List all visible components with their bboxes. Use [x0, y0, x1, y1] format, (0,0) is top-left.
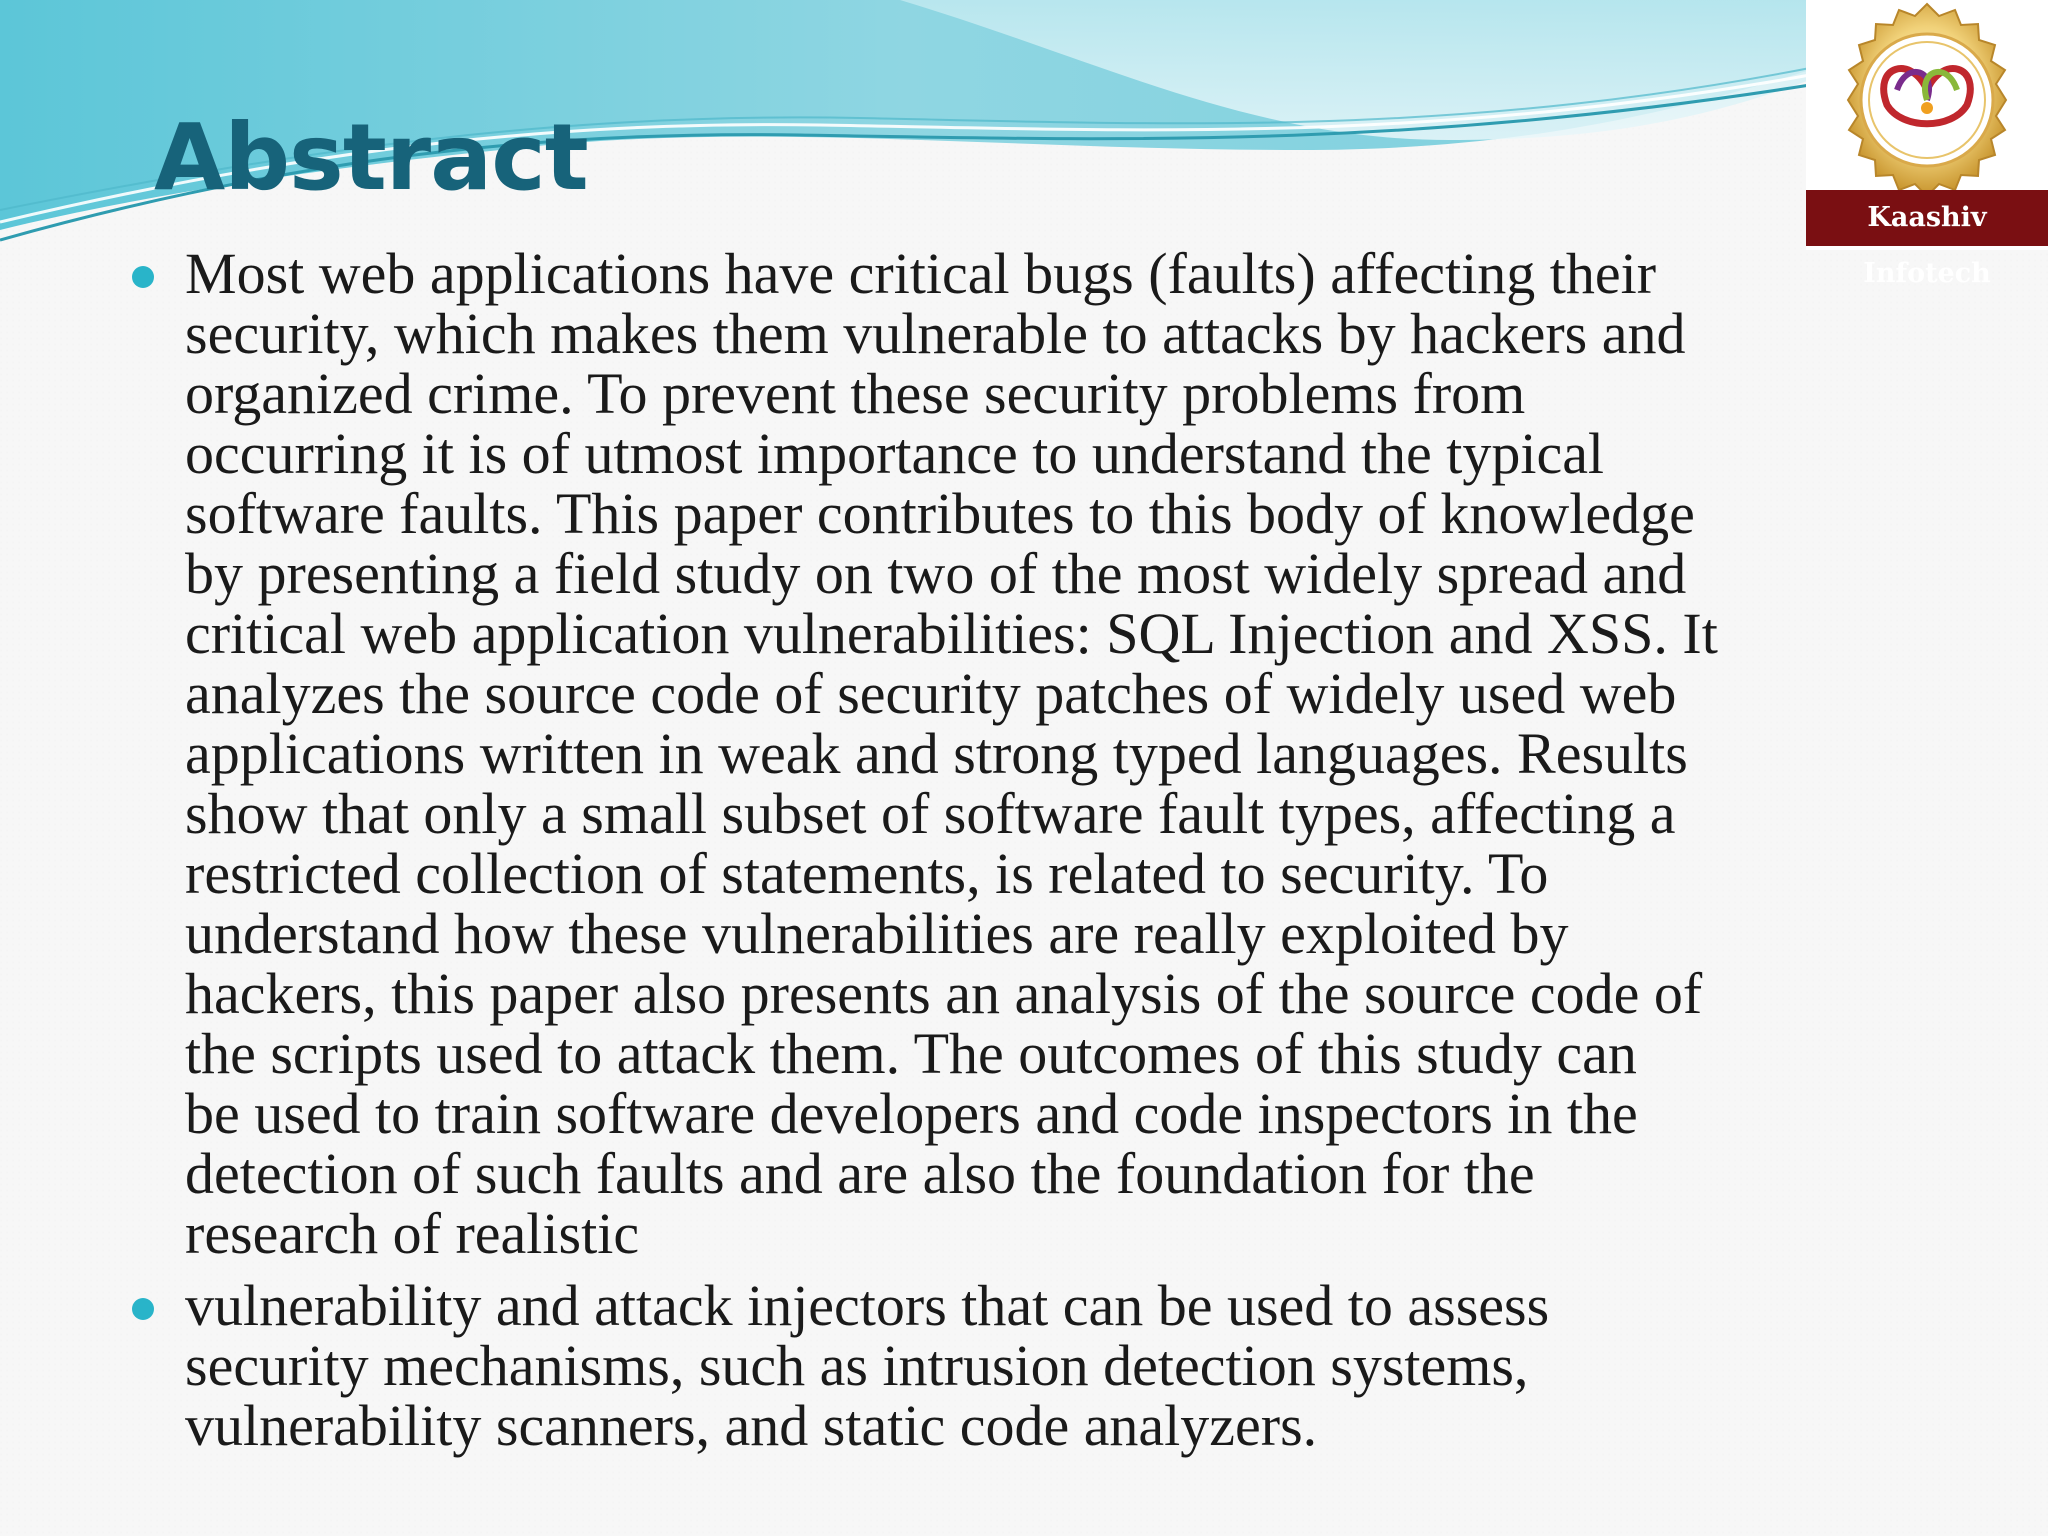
text-line: occurring it is of utmost importance to understand the typical	[185, 421, 1605, 486]
text-line: restricted collection of statements, is related to security. To	[185, 841, 1549, 906]
abstract-bullet-list	[130, 241, 1950, 1468]
text-line: understand how these vulnerabilities are really exploited by	[185, 901, 1569, 966]
text-line: organized crime. To prevent these security problems from	[185, 361, 1526, 426]
text-line: the scripts used to attack them. The outcomes of this study can	[185, 1021, 1637, 1086]
text-line: security, which makes them vulnerable to attacks by hackers and	[185, 301, 1686, 366]
bullet-dot-icon	[132, 266, 154, 288]
company-logo	[1806, 0, 2048, 289]
slide-title: Abstract	[154, 104, 588, 211]
text-line: research of realistic	[185, 1201, 640, 1266]
text-line: vulnerability scanners, and static code analyzers.	[185, 1393, 1318, 1458]
text-line: by presenting a field study on two of the most widely spread and	[185, 541, 1687, 606]
text-line: applications written in weak and strong typed languages. Results	[185, 721, 1688, 786]
text-line: be used to train software developers and code inspectors in the	[185, 1081, 1638, 1146]
bullet-dot-icon	[132, 1298, 154, 1320]
text-line: hackers, this paper also presents an analysis of the source code of	[185, 961, 1703, 1026]
text-line: show that only a small subset of software fault types, affecting a	[185, 781, 1676, 846]
logo-caption: Kaashiv Infotech	[1806, 190, 2048, 246]
bullet-item-2	[130, 1273, 1950, 1458]
text-line: vulnerability and attack injectors that can be used to assess	[185, 1273, 1550, 1338]
bullet-item-1	[130, 241, 1950, 1266]
text-line: detection of such faults and are also the foundation for the	[185, 1141, 1535, 1206]
text-line: Most web applications have critical bugs (faults) affecting their	[185, 241, 1657, 306]
text-line: security mechanisms, such as intrusion detection systems,	[185, 1333, 1529, 1398]
text-line: analyzes the source code of security patches of widely used web	[185, 661, 1677, 726]
text-line: software faults. This paper contributes to this body of knowledge	[185, 481, 1695, 546]
text-line: critical web application vulnerabilities: SQL Injection and XSS. It	[185, 601, 1718, 666]
